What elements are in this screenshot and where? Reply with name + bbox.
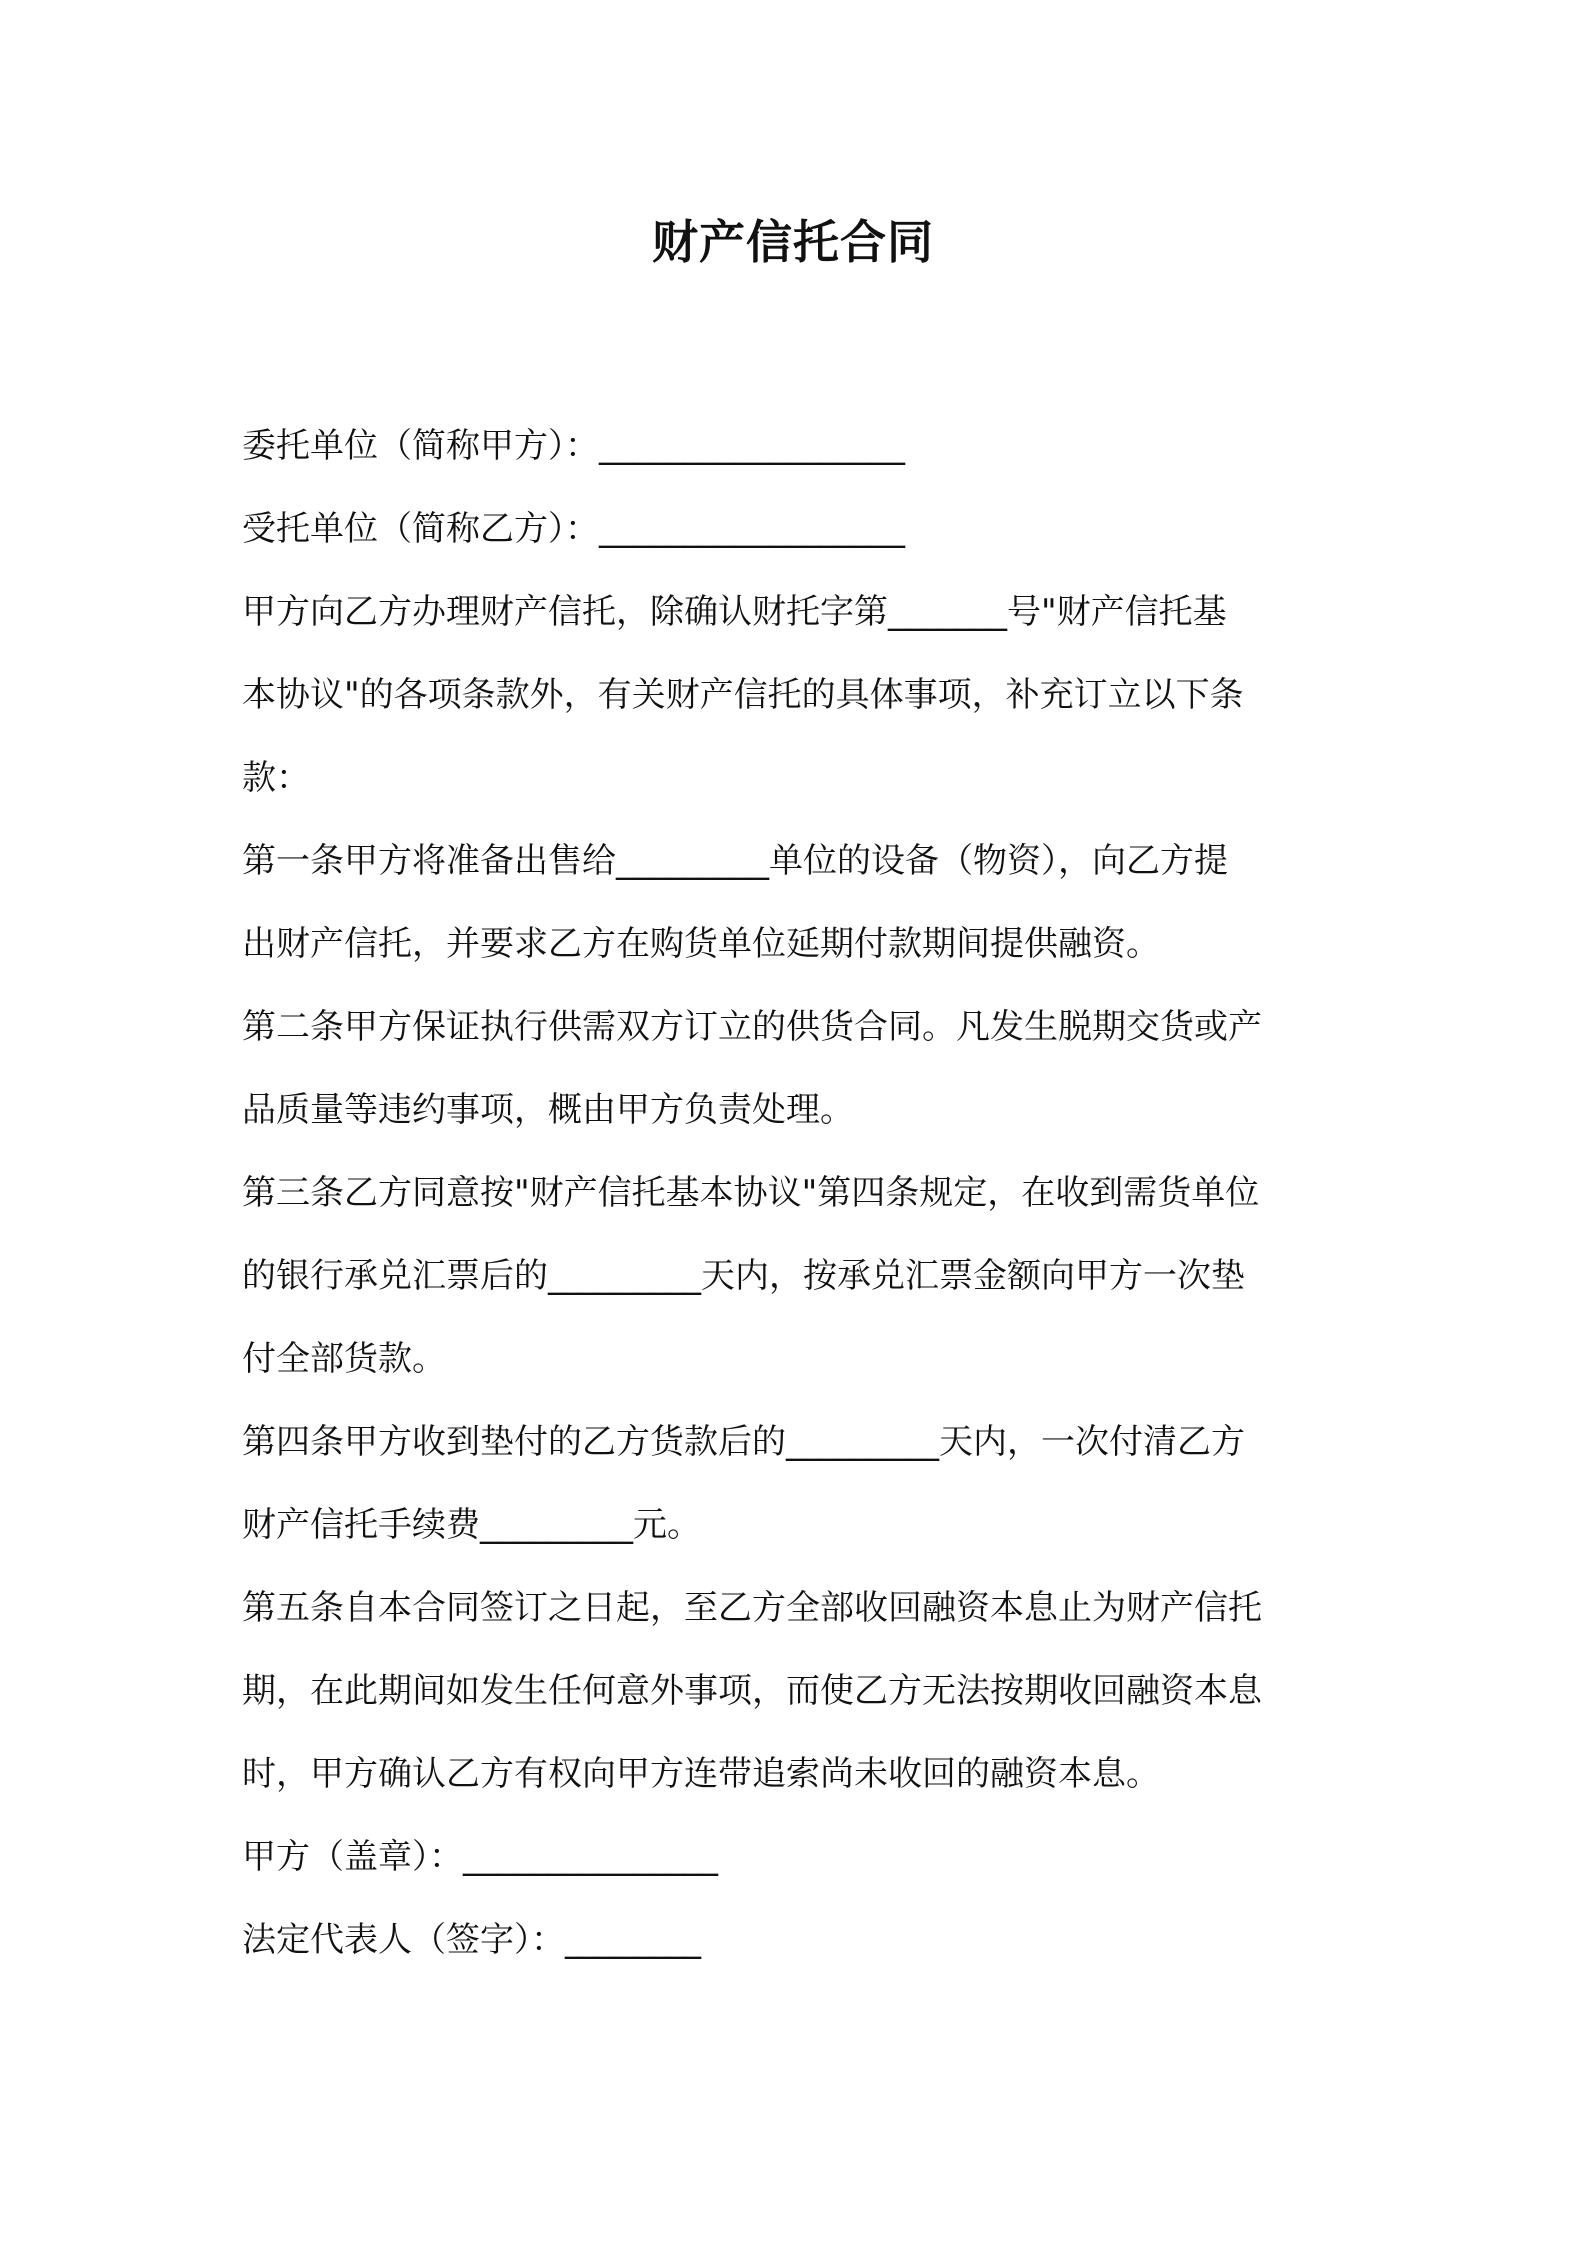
- article-5-line-2: 期，在此期间如发生任何意外事项，而使乙方无法按期收回融资本息: [242, 1671, 1262, 1711]
- article-2-line-1: 第二条甲方保证执行供需双方订立的供货合同。凡发生脱期交货或产: [242, 1007, 1262, 1047]
- intro-line-2: 本协议"的各项条款外，有关财产信托的具体事项，补充订立以下条: [242, 675, 1244, 715]
- intro-line-1: 甲方向乙方办理财产信托，除确认财托字第_______号"财产信托基: [242, 592, 1227, 632]
- article-3-line-1: 第三条乙方同意按"财产信托基本协议"第四条规定，在收到需货单位: [242, 1173, 1260, 1213]
- article-1-line-1: 第一条甲方将准备出售给_________单位的设备（物资），向乙方提: [242, 841, 1228, 881]
- article-1-line-2: 出财产信托，并要求乙方在购货单位延期付款期间提供融资。: [242, 924, 1160, 964]
- article-3-line-3: 付全部货款。: [242, 1339, 446, 1379]
- article-3-line-2: 的银行承兑汇票后的_________天内，按承兑汇票金额向甲方一次垫: [242, 1256, 1245, 1296]
- document-title: 财产信托合同: [652, 215, 934, 269]
- article-2-line-2: 品质量等违约事项，概由甲方负责处理。: [242, 1090, 854, 1130]
- contract-body: [242, 405, 1352, 1982]
- article-4-line-2: 财产信托手续费_________元。: [242, 1505, 701, 1545]
- article-5-line-1: 第五条自本合同签订之日起，至乙方全部收回融资本息止为财产信托: [242, 1588, 1262, 1628]
- legal-representative-signature-line: 法定代表人（签字）：________: [242, 1920, 701, 1960]
- party-a-line: 委托单位（简称甲方）：__________________: [242, 426, 905, 466]
- intro-line-3: 款：: [242, 758, 310, 798]
- party-b-line: 受托单位（简称乙方）：__________________: [242, 509, 905, 549]
- article-5-line-3: 时，甲方确认乙方有权向甲方连带追索尚未收回的融资本息。: [242, 1754, 1160, 1794]
- article-4-line-1: 第四条甲方收到垫付的乙方货款后的_________天内，一次付清乙方: [242, 1422, 1245, 1462]
- party-a-seal-line: 甲方（盖章）：_______________: [242, 1837, 718, 1877]
